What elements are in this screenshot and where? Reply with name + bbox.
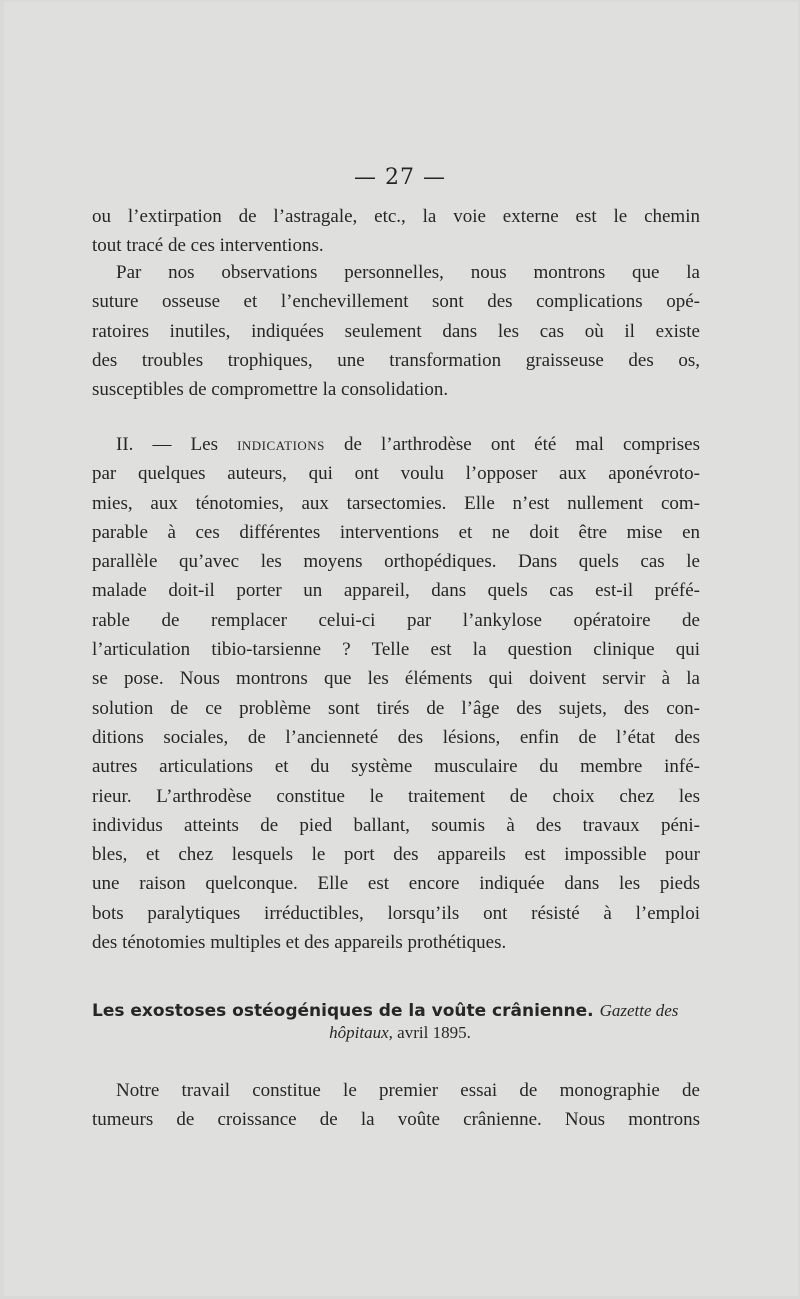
text-line: des ténotomies multiples et des appareils prothétiques. [92, 932, 507, 954]
paragraph-observations [92, 258, 700, 404]
publication-title: Les exostoses ostéogéniques de la voûte crânienne. [92, 1001, 594, 1021]
text-line: l’articulation tibio-tarsienne ? Telle est la question clinique qui [92, 639, 700, 661]
text-line: ou l’extirpation de l’astragale, etc., la voie externe est le chemin [92, 206, 700, 227]
text-line: individus atteints de pied ballant, soumis à des travaux péni- [92, 814, 700, 836]
text-line: rieur. L’arthrodèse constitue le traitement de choix chez les [92, 785, 700, 807]
indications-term: indications [237, 434, 325, 455]
text-line: mies, aux ténotomies, aux tarsectomies. Elle n’est nullement com- [92, 492, 700, 514]
section-ii-indications [92, 430, 700, 957]
publication-date: avril 1895. [397, 1023, 471, 1042]
text-line: des troubles trophiques, une transformation graisseuse des os, [92, 349, 700, 371]
text-line: par quelques auteurs, qui ont voulu l’opposer aux aponévroto- [92, 463, 700, 485]
text-line: tout tracé de ces interventions. [92, 235, 324, 257]
text-line: Par nos observations personnelles, nous montrons que la [116, 262, 700, 283]
text-line: ditions sociales, de l’ancienneté des lésions, enfin de l’état des [92, 726, 700, 748]
text-line: tumeurs de croissance de la voûte crânienne. Nous montrons [92, 1109, 700, 1131]
text-fragment: de l’arthrodèse ont été mal comprises [324, 434, 700, 455]
text-line: bots paralytiques irréductibles, lorsqu’ils ont résisté à l’emploi [92, 902, 700, 924]
text-line: se pose. Nous montrons que les éléments qui doivent servir à la [92, 668, 700, 690]
text-line: malade doit-il porter un appareil, dans quels cas est-il préfé- [92, 580, 700, 602]
journal-name-part2: hôpitaux, [329, 1023, 393, 1042]
paragraph-continuation [92, 202, 700, 261]
text-line: autres articulations et du système musculaire du membre infé- [92, 756, 700, 778]
text-line: susceptibles de compromettre la consolidation. [92, 379, 449, 401]
text-line: parable à ces différentes interventions et ne doit être mise en [92, 521, 700, 543]
text-line: solution de ce problème sont tirés de l’âge des sujets, des con- [92, 697, 700, 719]
text-line: rable de remplacer celui-ci par l’ankylose opératoire de [92, 609, 700, 631]
text-line: une raison quelconque. Elle est encore indiquée dans les pieds [92, 873, 700, 895]
text-line: Notre travail constitue le premier essai de monographie de [116, 1080, 700, 1101]
text-line: ratoires inutiles, indiquées seulement dans les cas où il existe [92, 320, 700, 342]
text-line: bles, et chez lesquels le port des appareils est impossible pour [92, 844, 700, 866]
text-line: suture osseuse et l’enchevillement sont des complications opé- [92, 291, 700, 313]
journal-name-part1: Gazette des [599, 1001, 679, 1020]
section-label: II. — Les [116, 434, 238, 455]
text-line: parallèle qu’avec les moyens orthopédiques. Dans quels cas le [92, 551, 700, 573]
section-ii-first-line [92, 430, 700, 459]
publication-source [0, 1020, 800, 1046]
paragraph-monograph [92, 1076, 700, 1135]
page-number: — 27 — [354, 165, 446, 190]
